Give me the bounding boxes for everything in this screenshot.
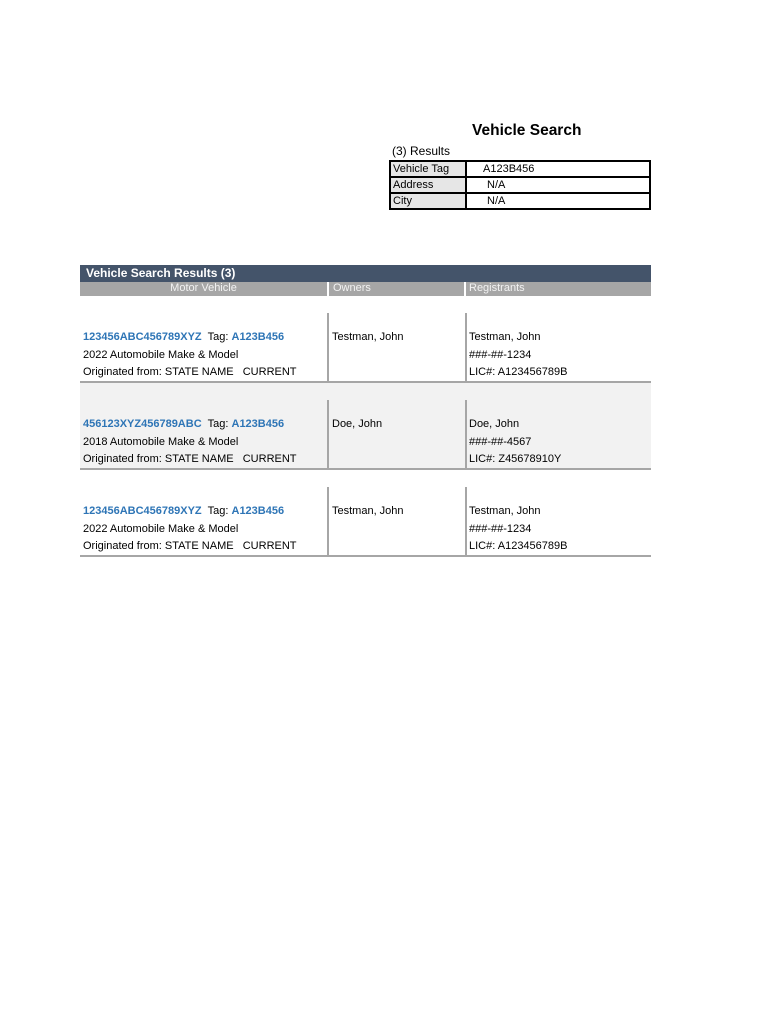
row-spacer	[80, 296, 651, 313]
origin-text: Originated from: STATE NAME CURRENT	[83, 366, 297, 378]
criteria-value: A123B456	[466, 161, 650, 177]
tag-label: Tag:	[207, 418, 229, 430]
registrant-license: LIC#: A123456789B	[469, 366, 568, 378]
column-header-registrants: Registrants	[464, 282, 651, 296]
results-count: (3) Results	[392, 144, 451, 158]
result-row	[80, 487, 651, 557]
criteria-label: City	[390, 193, 466, 209]
result-row	[80, 400, 651, 470]
origin-text: Originated from: STATE NAME CURRENT	[83, 540, 297, 552]
registrant-license: LIC#: A123456789B	[469, 540, 568, 552]
column-headers	[80, 282, 651, 296]
page-title: Vehicle Search	[472, 122, 582, 139]
criteria-value: N/A	[466, 193, 650, 209]
vehicle-description: 2022 Automobile Make & Model	[83, 522, 239, 535]
row-spacer	[80, 383, 651, 400]
result-row	[80, 313, 651, 383]
criteria-label: Address	[390, 177, 466, 193]
column-header-owners: Owners	[327, 282, 464, 296]
origin-text: Originated from: STATE NAME CURRENT	[83, 453, 297, 465]
vin-link[interactable]: 456123XYZ456789ABC	[83, 418, 202, 430]
registrant-ssn: ###-##-1234	[469, 522, 532, 535]
tag-link[interactable]: A123B456	[231, 505, 285, 517]
vehicle-description: 2022 Automobile Make & Model	[83, 348, 239, 361]
results-table	[80, 265, 651, 557]
owner-name: Testman, John	[332, 331, 404, 343]
vehicle-description: 2018 Automobile Make & Model	[83, 435, 239, 448]
criteria-row-address	[390, 177, 650, 193]
criteria-row-vehicle-tag	[390, 161, 650, 177]
column-header-motor-vehicle: Motor Vehicle	[170, 282, 237, 294]
registrant-license: LIC#: Z45678910Y	[469, 453, 562, 465]
tag-link[interactable]: A123B456	[231, 331, 285, 343]
registrants-cell	[465, 313, 651, 381]
motor-vehicle-cell	[80, 400, 327, 468]
registrant-name: Testman, John	[469, 331, 541, 343]
motor-vehicle-cell	[80, 487, 327, 555]
owners-cell	[327, 313, 465, 381]
criteria-value: N/A	[466, 177, 650, 193]
owner-name: Testman, John	[332, 505, 404, 517]
criteria-row-city	[390, 193, 650, 209]
criteria-label: Vehicle Tag	[390, 161, 466, 177]
registrant-name: Testman, John	[469, 505, 541, 517]
registrant-ssn: ###-##-1234	[469, 348, 532, 361]
owners-cell	[327, 487, 465, 555]
owner-name: Doe, John	[332, 418, 383, 430]
owners-cell	[327, 400, 465, 468]
results-header: Vehicle Search Results (3)	[80, 265, 651, 282]
vin-link[interactable]: 123456ABC456789XYZ	[83, 331, 202, 343]
vin-link[interactable]: 123456ABC456789XYZ	[83, 505, 202, 517]
motor-vehicle-cell	[80, 313, 327, 381]
tag-label: Tag:	[207, 331, 229, 343]
search-criteria-table	[389, 160, 651, 210]
registrants-cell	[465, 400, 651, 468]
registrant-ssn: ###-##-4567	[469, 435, 532, 448]
registrant-name: Doe, John	[469, 418, 520, 430]
tag-link[interactable]: A123B456	[231, 418, 285, 430]
row-spacer	[80, 470, 651, 487]
tag-label: Tag:	[207, 505, 229, 517]
registrants-cell	[465, 487, 651, 555]
